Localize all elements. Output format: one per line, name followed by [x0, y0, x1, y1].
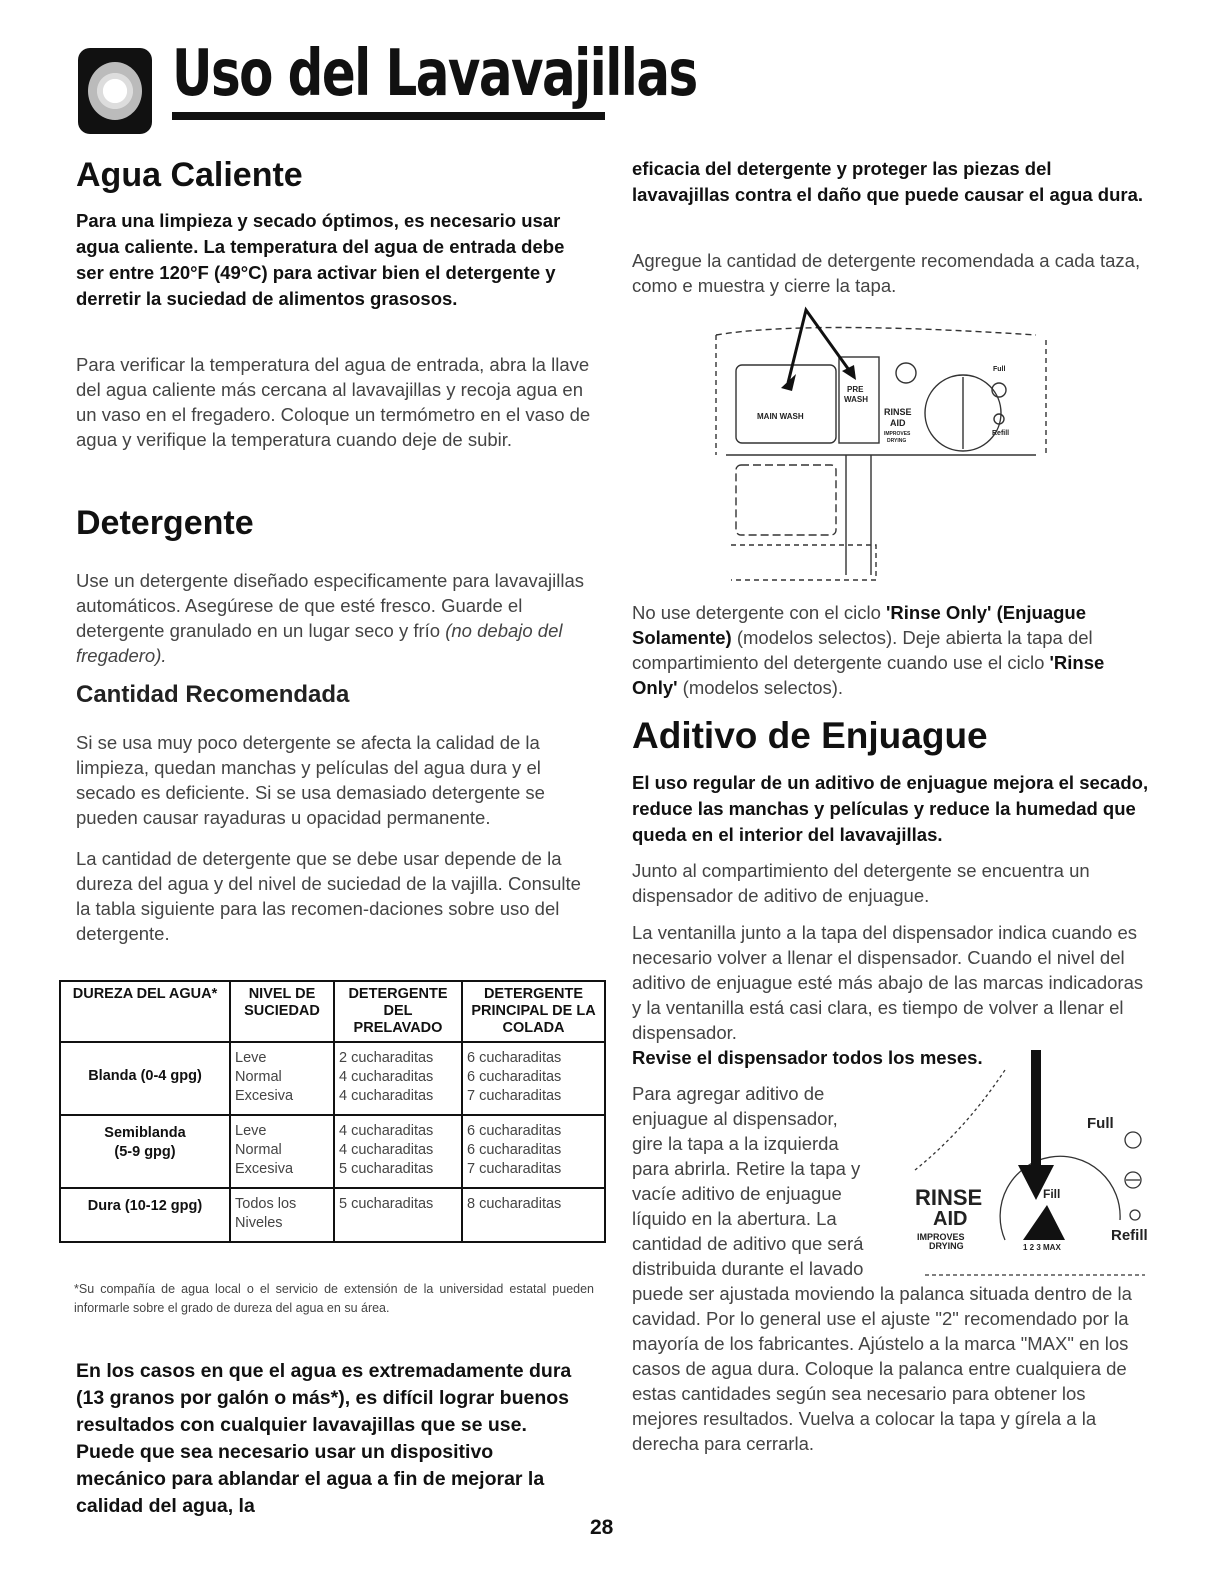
cantidad-p1: Si se usa muy poco detergente se afecta la calidad de la limpieza, quedan manchas y películas del agua dura y el secado es deficiente. Si se usa demasiado detergente se pueden causar rayaduras u opacidad permanente. — [76, 732, 545, 828]
cell-levels: Todos los Niveles — [230, 1188, 334, 1242]
cell-main: 6 cucharaditas 6 cucharaditas 7 cucharaditas — [462, 1042, 605, 1115]
fig1-pre-label: PRE — [847, 385, 864, 394]
fig1-improves-label: IMPROVES — [884, 431, 911, 437]
right-lead: eficacia del detergente y proteger las piezas del lavavajillas contra el daño que puede causar el agua dura. — [632, 158, 1143, 205]
heading-detergente: Detergente — [76, 504, 254, 542]
table-row — [60, 1115, 605, 1188]
fig2-refill-label: Refill — [1111, 1227, 1148, 1244]
agua-lead: Para una limpieza y secado óptimos, es necesario usar agua caliente. La temperatura del agua de entrada debe ser entre 120°F (49°C) para activar bien el detergente y derretir la suciedad de alimentos grasosos. — [76, 210, 565, 309]
aditivo-p3-wrapped: Para agregar aditivo de enjuague al dispensador, gire la tapa a la izquierda para abrirla. Retire la tapa y vacíe aditivo de enjuague líquido en la abertura. La cantidad de aditivo que será distribuida durante el lavado — [632, 1083, 864, 1279]
col-header-prelavado: DETERGENTE DEL PRELAVADO — [334, 981, 462, 1042]
rinse-aid-dispenser-figure — [905, 1050, 1160, 1280]
fig2-aid-label: AID — [933, 1208, 968, 1230]
fig1-drying-label: DRYING — [887, 438, 907, 444]
col-header-dureza: DUREZA DEL AGUA* — [60, 981, 230, 1042]
cell-main: 8 cucharaditas — [462, 1188, 605, 1242]
cell-hardness: Blanda (0-4 gpg) — [60, 1042, 230, 1115]
fig2-improves-label: IMPROVES — [917, 1232, 965, 1242]
footnote: *Su compañía de agua local o el servicio de extensión de la universidad estatal pueden informarle sobre el grado de dureza del agua en su área. — [74, 1282, 594, 1315]
extreme-hardness-note: En los casos en que el agua es extremadamente dura (13 granos por galón o más*), es difícil lograr buenos resultados con cualquier lavavajillas que se use. Puede que sea necesario usar un dispositivo mecánico para ablandar el agua a fin de mejorar la calidad del agua, la — [76, 1360, 572, 1517]
cell-levels: Leve Normal Excesiva — [230, 1042, 334, 1115]
fig1-aid-label: AID — [890, 418, 906, 428]
fig2-full-label: Full — [1087, 1115, 1114, 1132]
page-title: Uso del Lavavajillas — [172, 37, 697, 111]
heading-agua-caliente: Agua Caliente — [76, 156, 303, 194]
dishwasher-logo-icon — [78, 48, 152, 134]
detergent-dispenser-figure — [706, 295, 1056, 585]
right-body: Agregue la cantidad de detergente recomendada a cada taza, como e muestra y cierre la tapa. — [632, 250, 1141, 296]
cell-pre: 4 cucharaditas 4 cucharaditas 5 cucharaditas — [334, 1115, 462, 1188]
cell-main: 6 cucharaditas 6 cucharaditas 7 cucharaditas — [462, 1115, 605, 1188]
title-underline — [172, 112, 605, 120]
col-header-nivel: NIVEL DE SUCIEDAD — [230, 981, 334, 1042]
aditivo-p2-bold: Revise el dispensador todos los meses. — [632, 1047, 983, 1068]
rinse-only-note: No use detergente con el ciclo 'Rinse Only' (Enjuague Solamente) (modelos selectos). Deje abierta la tapa del compartimiento del detergente cuando use el ciclo 'Rinse Only' (modelos selectos). — [632, 602, 1105, 698]
fig2-rinse-label: RINSE — [915, 1185, 983, 1210]
fig1-refill-label: Refill — [992, 430, 1010, 437]
fig1-wash-label: WASH — [844, 395, 868, 404]
aditivo-lead: El uso regular de un aditivo de enjuague mejora el secado, reduce las manchas y películas y reduce la humedad que queda en el interior del lavavajillas. — [632, 772, 1149, 845]
fig2-scale-label: 1 2 3 MAX — [1023, 1243, 1061, 1252]
detergente-note: (no debajo del fregadero). — [76, 620, 563, 666]
detergente-body: Use un detergente diseñado especificamente para lavavajillas automáticos. Asegúrese de que esté fresco. Guarde el detergente granulado en un lugar seco y frío (no debajo del fregadero). — [76, 570, 585, 666]
fig1-full-label: Full — [993, 366, 1006, 373]
cantidad-p2: La cantidad de detergente que se debe usar depende de la dureza del agua y del nivel de suciedad de la vajilla. Consulte la tabla siguiente para las recomen-daciones sobre uso del detergente. — [76, 848, 581, 944]
aditivo-p2: La ventanilla junto a la tapa del dispensador indica cuando es necesario volver a llenar el dispensador. Cuando el nivel del aditivo de enjuague esté más abajo de las marcas indicadoras y la ventanilla está casi clara, es tiempo de volver a llenar el dispensador. Revise el dispensador todos los meses. — [632, 922, 1144, 1068]
cell-pre: 5 cucharaditas — [334, 1188, 462, 1242]
detergent-table — [59, 980, 606, 1243]
table-row — [60, 1042, 605, 1115]
fig2-fill-label: Fill — [1043, 1187, 1061, 1201]
aditivo-p3-rest: puede ser ajustada moviendo la palanca situada dentro de la cavidad. Por lo general use el ajuste "2" recomendado por la mayoría de los fabricantes. Ajústelo a la marca "MAX" en los casos de agua dura. Coloque la palanca entre cualquiera de estas cantidades según sea necesario para obtener los mejores resultados. Vuelva a colocar la tapa y gírela a la derecha para cerrarla. — [632, 1283, 1132, 1454]
col-header-principal: DETERGENTE PRINCIPAL DE LA COLADA — [462, 981, 605, 1042]
cell-pre: 2 cucharaditas 4 cucharaditas 4 cucharaditas — [334, 1042, 462, 1115]
cell-hardness: Semiblanda (5-9 gpg) — [60, 1115, 230, 1188]
cell-levels: Leve Normal Excesiva — [230, 1115, 334, 1188]
heading-aditivo-enjuague: Aditivo de Enjuague — [632, 715, 988, 756]
page-number: 28 — [590, 1516, 614, 1539]
aditivo-p1: Junto al compartimiento del detergente se encuentra un dispensador de aditivo de enjuague. — [632, 860, 1090, 906]
fig1-main-wash-label: MAIN WASH — [757, 412, 804, 421]
agua-body: Para verificar la temperatura del agua de entrada, abra la llave del agua caliente más cercana al lavavajillas y recoja agua en un vaso en el fregadero. Coloque un termómetro en el vaso de agua y verifique la temperatura cuando deje de subir. — [76, 354, 591, 450]
fig1-rinse-label: RINSE — [884, 407, 912, 417]
table-row — [60, 1188, 605, 1242]
fig2-drying-label: DRYING — [929, 1241, 964, 1251]
heading-cantidad-recomendada: Cantidad Recomendada — [76, 681, 350, 708]
cell-hardness: Dura (10-12 gpg) — [60, 1188, 230, 1242]
